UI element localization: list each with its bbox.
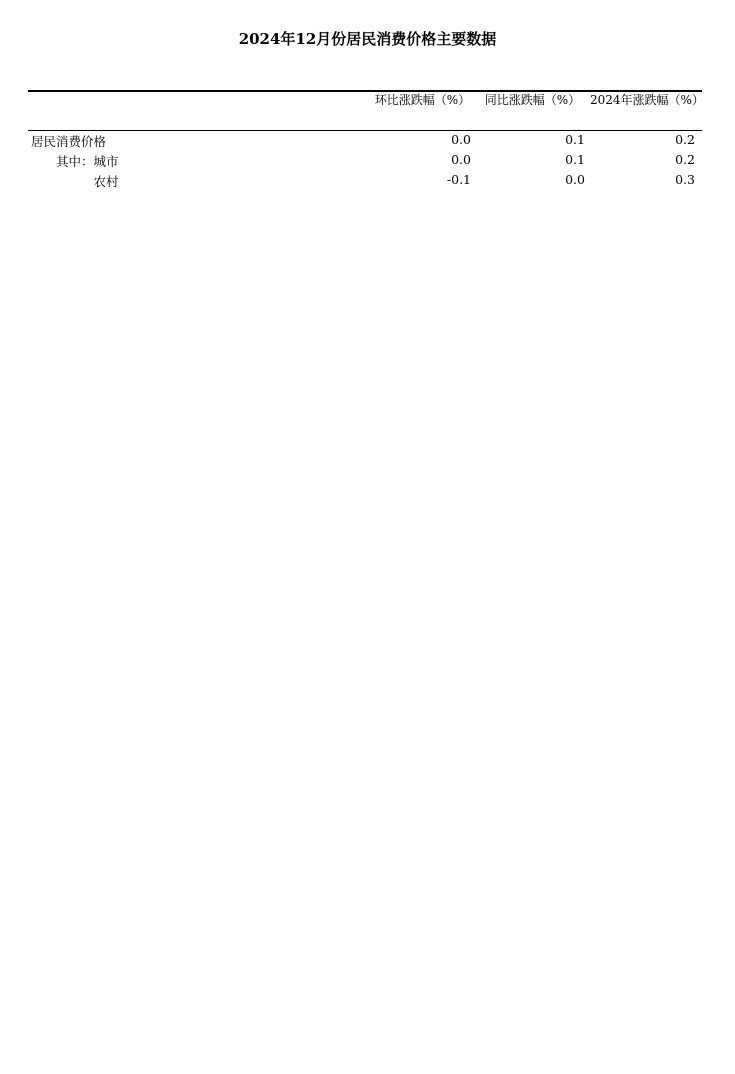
- yoy-value: 0.1: [565, 132, 585, 147]
- row-label: 其中：城市: [31, 153, 119, 169]
- mom-value: 0.0: [451, 132, 471, 147]
- yoy-value: 0.0: [565, 171, 585, 187]
- header-yoy: 同比涨跌幅（%）: [484, 93, 581, 107]
- table-row: [28, 151, 702, 171]
- row-label: 居民消费价格: [31, 134, 107, 149]
- ytd-value: 0.2: [675, 132, 695, 147]
- header-annual: 2024年涨跌幅（%）: [590, 93, 704, 107]
- ytd-value: 0.3: [675, 171, 695, 187]
- mom-value: 0.0: [451, 151, 471, 167]
- table-row: [28, 131, 702, 151]
- mom-value: -0.1: [446, 171, 471, 187]
- yoy-value: 0.1: [565, 151, 585, 167]
- cpi-table: [28, 90, 702, 190]
- table-body: [28, 131, 702, 190]
- ytd-value: 0.2: [675, 151, 695, 167]
- table-row: [28, 171, 702, 191]
- header-mom: 环比涨跌幅（%）: [374, 93, 471, 107]
- table-header: [28, 92, 702, 131]
- page-title: 2024年12月份居民消费价格主要数据: [238, 30, 497, 48]
- row-label: 农村: [31, 173, 119, 189]
